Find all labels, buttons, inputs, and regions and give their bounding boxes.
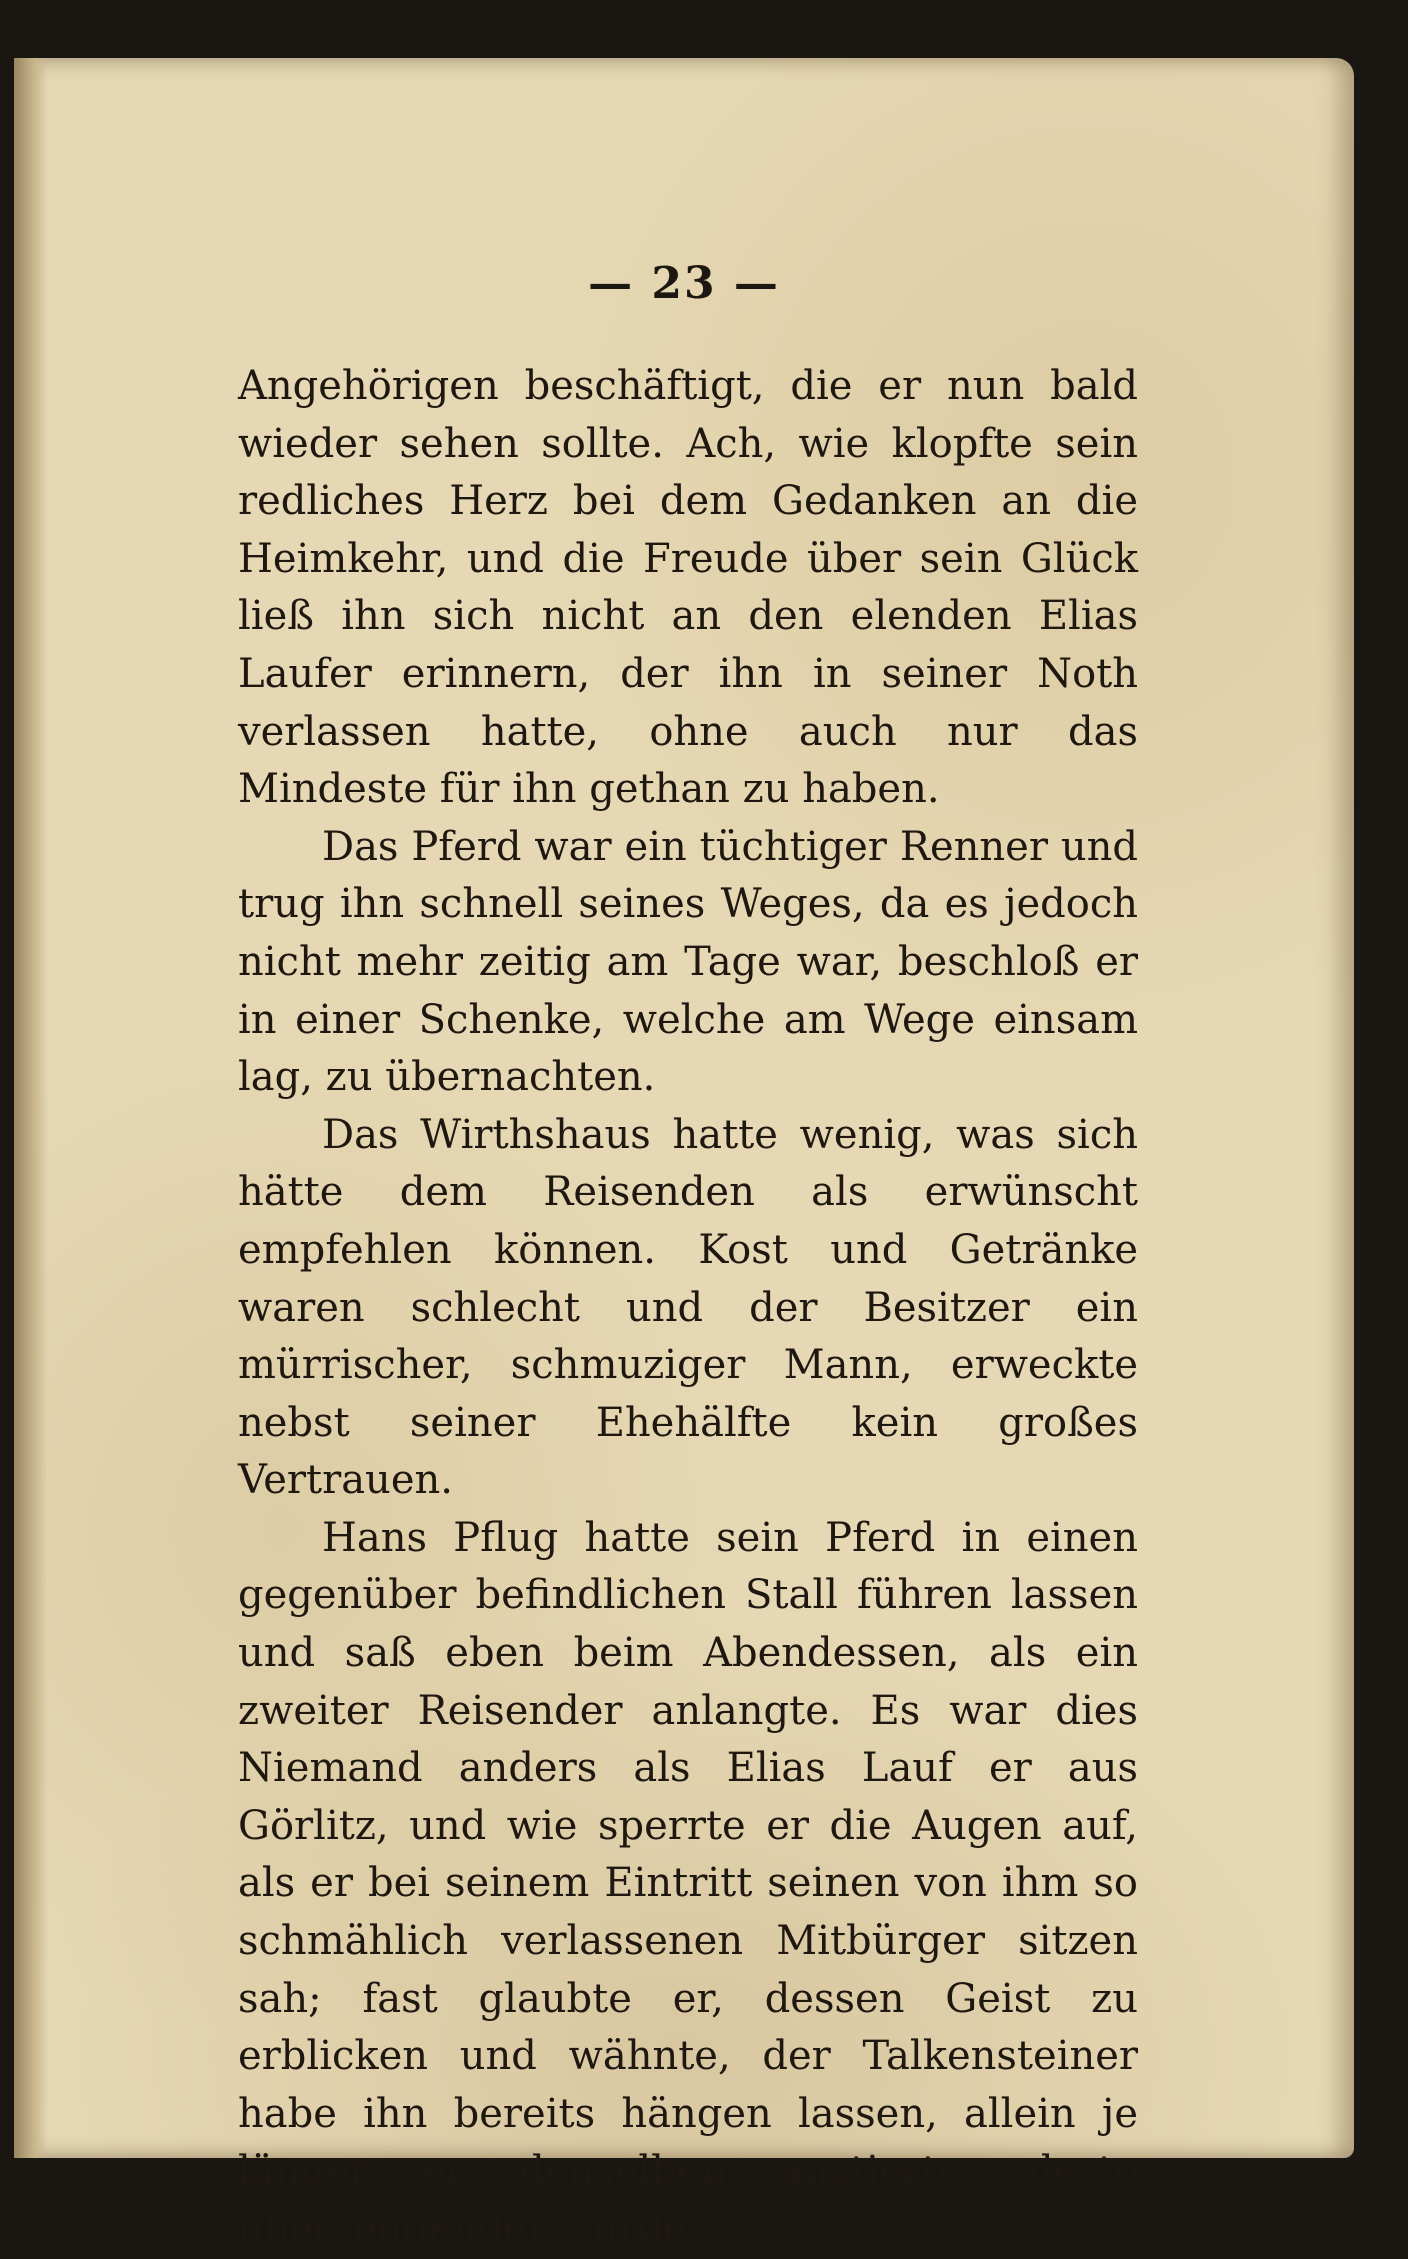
book-spine-shadow xyxy=(14,58,48,2158)
paragraph: Hans Pflug hatte sein Pferd in einen gegenüber befindlichen Stall führen lassen und saß eben beim Abendessen, als ein zweiter Reisender anlangte. Es war dies Niemand anders als Elias Lauf er aus Görlitz, und wie sperrte er die Augen auf, als er bei seinem Eintritt seinen von ihm so schmählich verlassenen Mitbürger sitzen sah; fast glaubte er, dessen Geist zu erblicken und wähnte, der Talkensteiner habe ihn bereits hängen lassen, allein je länger er denselben anstierte, desto überzeugender wurde xyxy=(238,1514,1138,2252)
paragraph: Das Wirthshaus hatte wenig, was sich hätte dem Reisenden als erwünscht empfehlen können. Kost und Getränke waren schlecht und der Besitzer ein mürrischer, schmuziger Mann, erweckte nebst seiner Ehehälfte kein großes Vertrauen. xyxy=(238,1111,1138,1504)
page-number: — 23 — xyxy=(588,258,780,309)
body-text xyxy=(238,358,1138,2259)
paragraph: Das Pferd war ein tüchtiger Renner und trug ihn schnell seines Weges, da es jedoch nicht mehr zeitig am Tage war, beschloß er in einer Schenke, welche am Wege einsam lag, zu übernachten. xyxy=(238,823,1138,1101)
paragraph: Angehörigen beschäftigt, die er nun bald wieder sehen sollte. Ach, wie klopfte sein redliches Herz bei dem Gedanken an die Heimkehr, und die Freude über sein Glück ließ ihn sich nicht an den elenden Elias Laufer erinnern, der ihn in seiner Noth verlassen hatte, ohne auch nur das Mindeste für ihn gethan zu haben. xyxy=(238,363,1138,813)
book-page xyxy=(14,58,1354,2252)
